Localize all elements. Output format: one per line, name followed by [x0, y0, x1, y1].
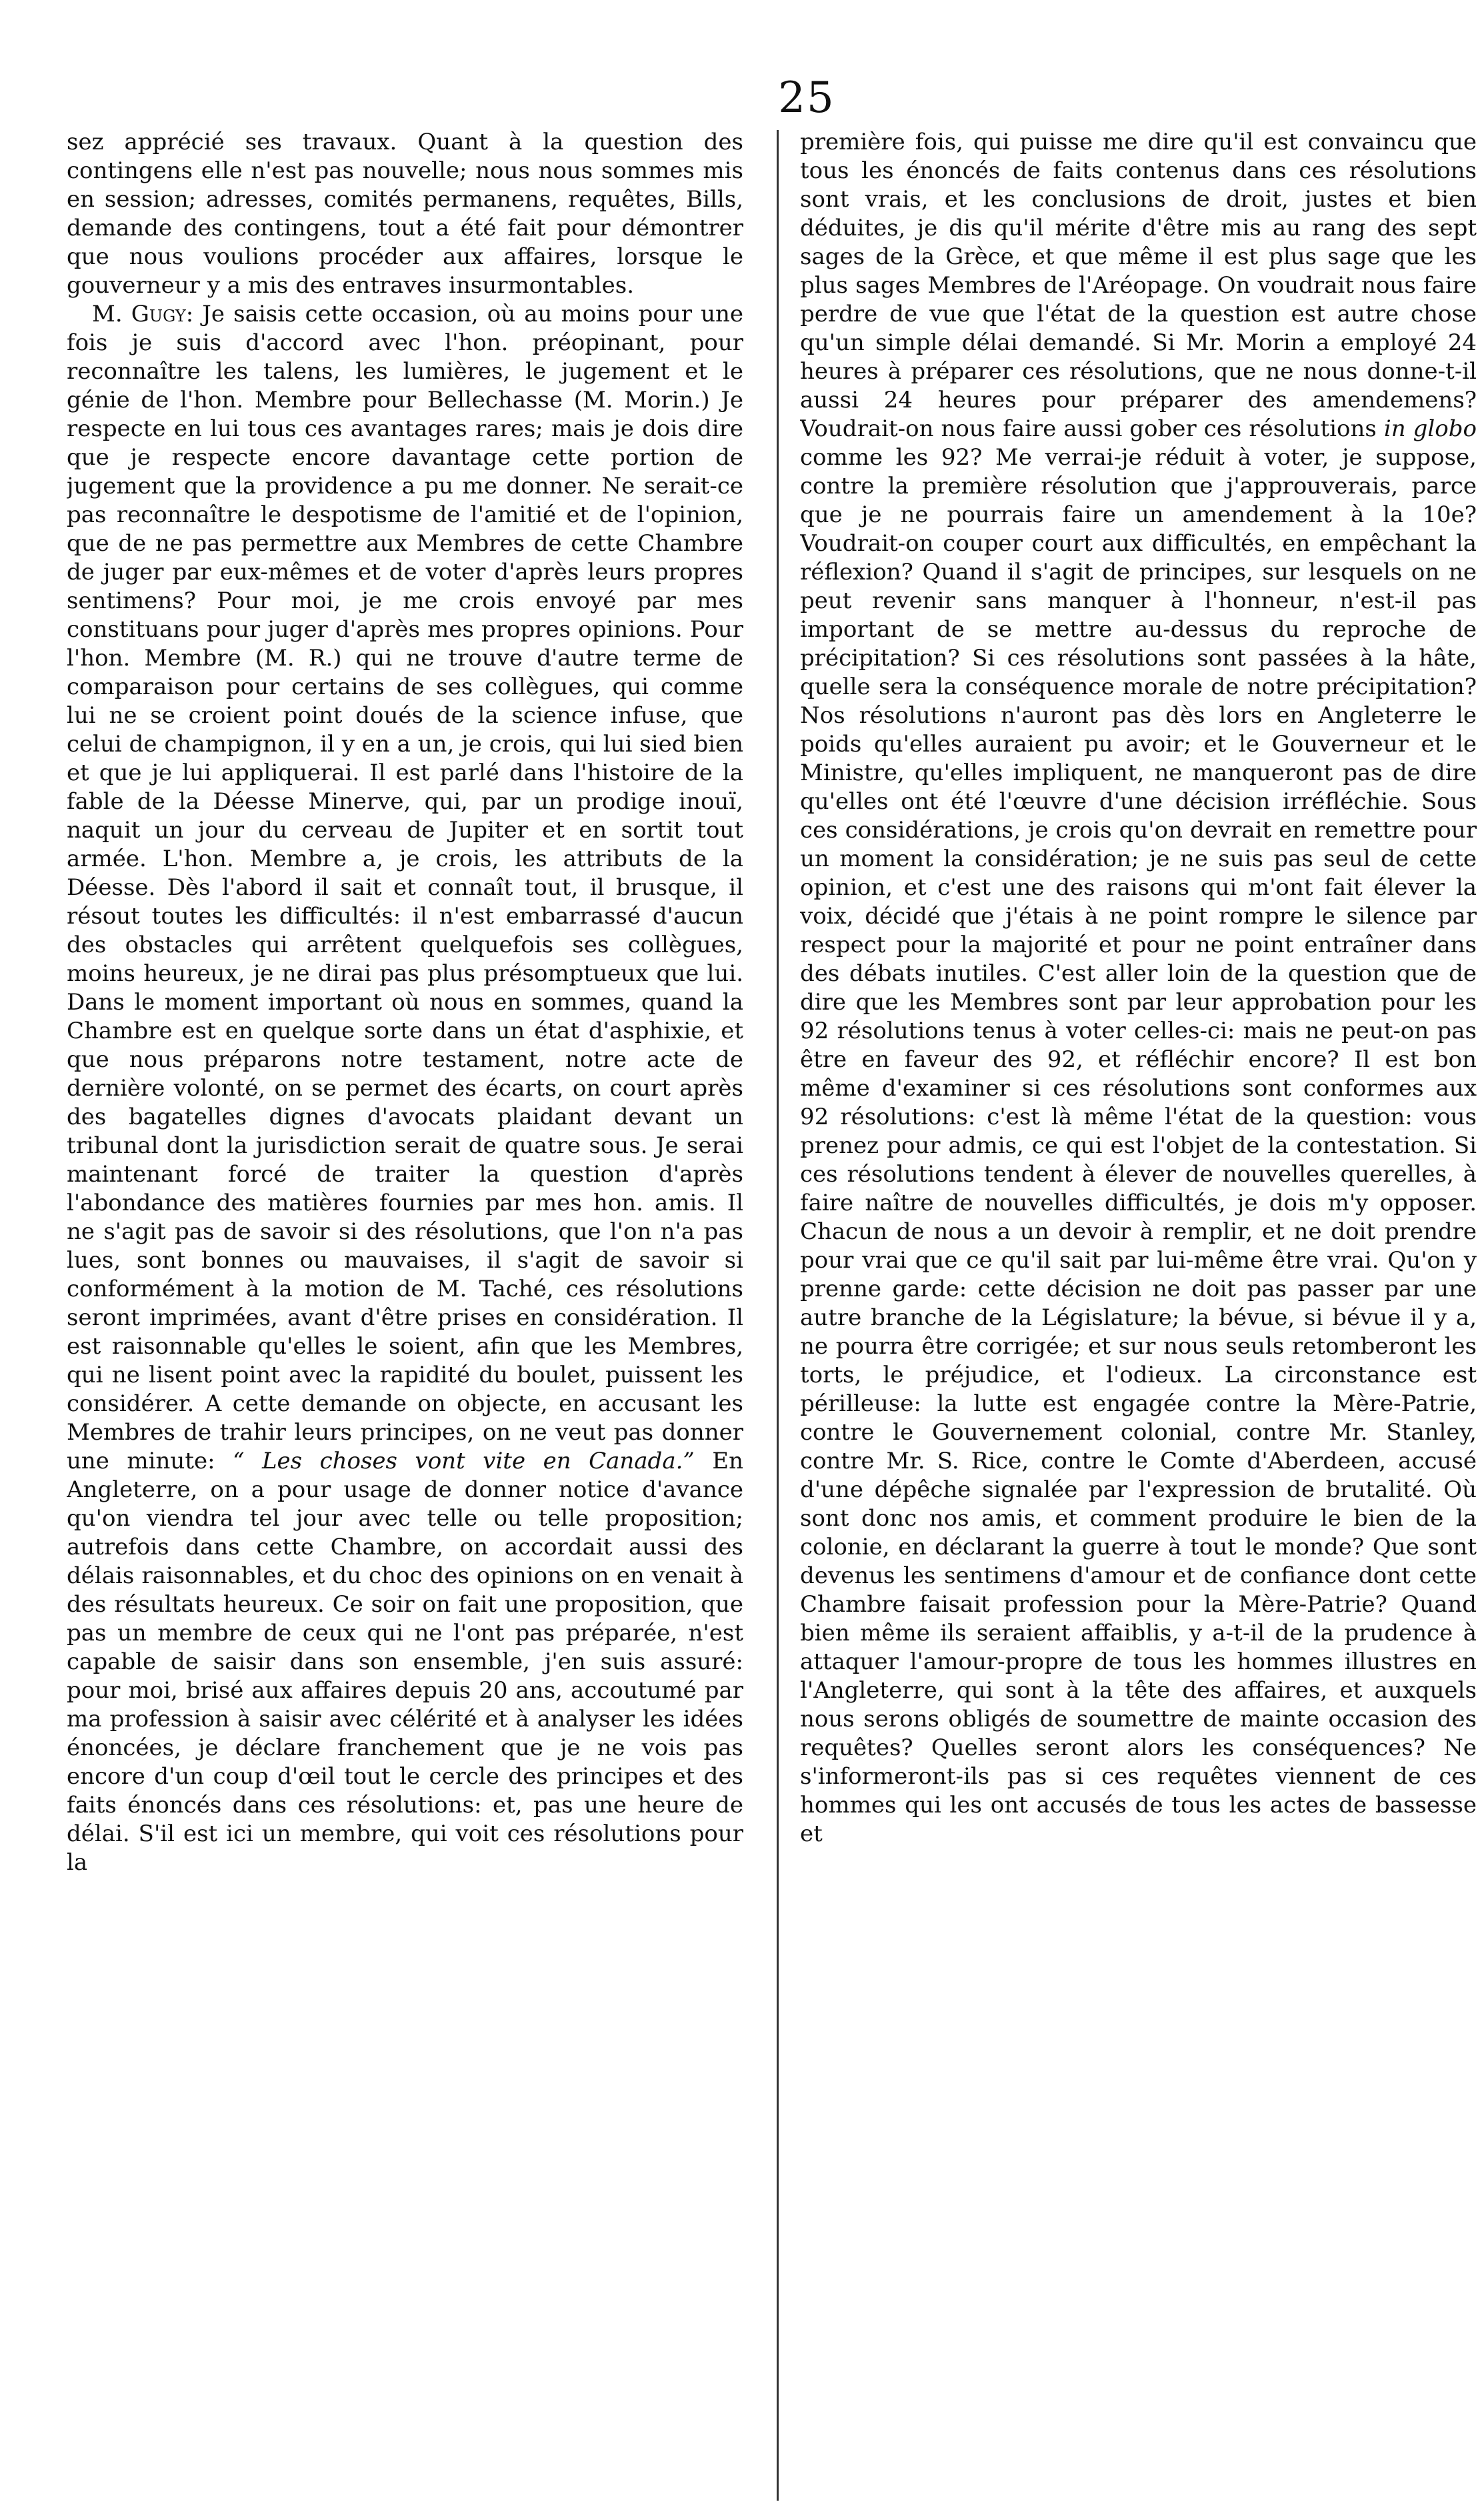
- quotation: “ Les choses vont vite en Canada.”: [233, 1448, 695, 1474]
- paragraph: sez apprécié ses travaux. Quant à la question des contingens elle n'est pas nouvelle; nous nous sommes mis en session; adresses, comités permanens, requêtes, Bills, demande des contingens, tout a été fait pour démontrer que nous voulions procéder aux affaires, lorsque le gouverneur y a mis des entraves insurmontables.: [67, 129, 743, 299]
- paragraph-text: comme les 92? Me verrai-je réduit à voter, je suppose, contre la première résolution que j'approuverais, parce que je ne pourrais faire un amendement à la 10e? Voudrait-on couper court aux difficultés, en empêchant la réflexion? Quand il s'agit de principes, sur lesquels on ne peut revenir sans manquer à l'honneur, n'est-il pas important de se mettre au-dessus du reproche de précipitation? Si ces résolutions sont passées à la hâte, quelle sera la conséquence morale de notre précipitation? Nos résolutions n'auront pas dès lors en Angleterre le poids qu'elles auraient pu avoir; et le Gouverneur et le Ministre, qu'elles impliquent, ne manqueront pas de dire qu'elles ont été l'œuvre d'une décision irréfléchie. Sous ces considérations, je crois qu'on devrait en remettre pour un moment la considération; je ne suis pas seul de cette opinion, et c'est une des raisons qui m'ont fait élever la voix, décidé que j'étais à ne point rompre le silence par respect pour la majorité et pour ne point entraîner dans des débats inutiles. C'est aller loin de la question que de dire que les Membres sont par leur approbation pour les 92 résolutions tenus à voter celles-ci: mais ne peut-on pas être en faveur des 92, et réfléchir encore? Il est bon même d'examiner si ces résolutions sont conformes aux 92 résolutions: c'est là même l'état de la question: vous prenez pour admis, ce qui est l'objet de la contestation. Si ces résolutions tendent à élever de nouvelles querelles, à faire naître de nouvelles difficultés, je dois m'y opposer. Chacun de nous a un devoir à remplir, et ne doit prendre pour vrai que ce qu'il sait par lui-même être vrai. Qu'on y prenne garde: cette décision ne doit pas passer par une autre branche de la Législature; la bévue, si bévue il y a, ne pourra être corrigée; et sur nous seuls retomberont les torts, le préjudice, et l'odieux. La circonstance est périlleuse: la lutte est engagée contre la Mère-Patrie, contre le Gouvernement colonial, contre Mr. Stanley, contre Mr. S. Rice, contre le Comte d'Aberdeen, accusé d'une dépêche signalée par l'expression de brutalité. Où sont donc nos amis, et comment produire le bien de la colonie, en déclarant la guerre à tout le monde? Que sont devenus les sentimens d'amour et de confiance dont cette Chambre faisait profession pour la Mère-Patrie? Quand bien même ils seraient affaiblis, y a-t-il de la prudence à attaquer l'amour-propre de tous les hommes illustres en l'Angleterre, qui sont à la tête des affaires, et auxquels nous serons obligés de soumettre de mainte occasion des requêtes? Quelles seront alors les conséquences? Ne s'informeront-ils pas si ces requêtes viennent de ces hommes qui les ont accusés de tous les actes de bassesse et: [800, 444, 1477, 1847]
- paragraph-text: En Angleterre, on a pour usage de donner notice d'avance qu'on viendra tel jour avec telle ou telle proposition; autrefois dans cette Chambre, on accordait aussi des délais raisonnables, et du choc des opinions on en venait à des résultats heureux. Ce soir on fait une proposition, que pas un membre de ceux qui ne l'ont pas préparée, n'est capable de saisir dans son ensemble, j'en suis assuré: pour moi, brisé aux affaires depuis 20 ans, accoutumé par ma profession à saisir avec célérité et à analyser les idées énoncées, je déclare franchement que je ne vois pas encore d'un coup d'œil tout le cercle des principes et des faits énoncés dans ces résolutions: et, pas une heure de délai. S'il est ici un membre, qui voit ces résolutions pour la: [67, 1448, 743, 1876]
- paragraph: [800, 128, 1477, 1848]
- left-column: [67, 128, 743, 2502]
- column-divider: [777, 130, 779, 2501]
- right-column: [800, 128, 1477, 2502]
- italic-phrase: in globo: [1383, 415, 1477, 442]
- paragraph-text: première fois, qui puisse me dire qu'il est convaincu que tous les énoncés de faits contenus dans ces résolutions sont vrais, et les conclusions de droit, justes et bien déduites, je dis qu'il mérite d'être mis au rang des sept sages de la Grèce, et que même il est plus sage que les plus sages Membres de l'Aréopage. On voudrait nous faire perdre de vue que l'état de la question est autre chose qu'un simple délai demandé. Si Mr. Morin a employé 24 heures à préparer ces résolutions, que ne nous donne-t-il aussi 24 heures pour préparer des amendemens? Voudrait-on nous faire aussi gober ces résolutions: [800, 129, 1477, 442]
- page-number: 25: [778, 73, 835, 123]
- speaker-name: M. Gugy:: [92, 301, 194, 327]
- paragraph-text: Je saisis cette occasion, où au moins pour une fois je suis d'accord avec l'hon. préopinant, pour reconnaître les talens, les lumières, le jugement et le génie de l'hon. Membre pour Bellechasse (M. Morin.) Je respecte en lui tous ces avantages rares; mais je dois dire que je respecte encore davantage cette portion de jugement que la providence a pu me donner. Ne serait-ce pas reconnaître le despotisme de l'amitié et de l'opinion, que de ne pas permettre aux Membres de cette Chambre de juger par eux-mêmes et de voter d'après leurs propres sentimens? Pour moi, je me crois envoyé par mes constituans pour juger d'après mes propres opinions. Pour l'hon. Membre (M. R.) qui ne trouve d'autre terme de comparaison pour certains de ses collègues, qui comme lui ne se croient point doués de la science infuse, que celui de champignon, il y en a un, je crois, qui lui sied bien et que je lui appliquerai. Il est parlé dans l'histoire de la fable de la Déesse Minerve, qui, par un prodige inouï, naquit un jour du cerveau de Jupiter et en sortit tout armée. L'hon. Membre a, je crois, les attributs de la Déesse. Dès l'abord il sait et connaît tout, il brusque, il résout toutes les difficultés: il n'est embarrassé d'aucun des obstacles qui arrêtent quelquefois ses collègues, moins heureux, je ne dirai pas plus présomptueux que lui. Dans le moment important où nous en sommes, quand la Chambre est en quelque sorte dans un état d'asphixie, et que nous préparons notre testament, notre acte de dernière volonté, on se permet des écarts, on court après des bagatelles dignes d'avocats plaidant devant un tribunal dont la jurisdiction serait de quatre sous. Je serai maintenant forcé de traiter la question d'après l'abondance des matières fournies par mes hon. amis. Il ne s'agit pas de savoir si des résolutions, que l'on n'a pas lues, sont bonnes ou mauvaises, il s'agit de savoir si conformément à la motion de M. Taché, ces résolutions seront imprimées, avant d'être prises en considération. Il est raisonnable qu'elles le soient, afin que les Membres, qui ne lisent point avec la rapidité du boulet, puissent les considérer. A cette demande on objecte, en accusant les Membres de trahir leurs principes, on ne veut pas donner une minute:: [67, 301, 743, 1474]
- paragraph-gugy: [67, 300, 743, 1877]
